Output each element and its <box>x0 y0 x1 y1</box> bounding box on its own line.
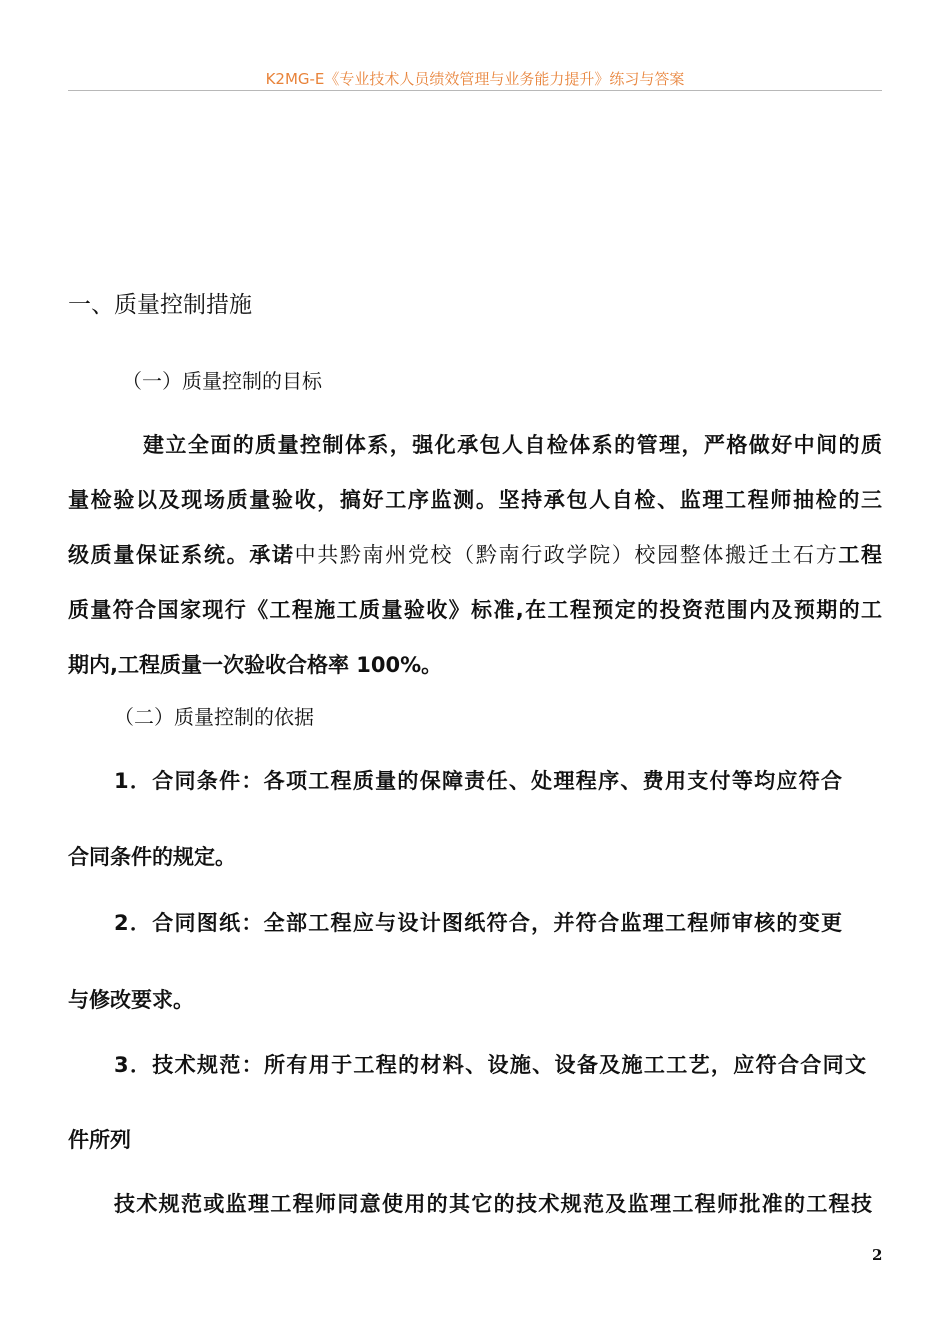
page-number: 2 <box>872 1246 883 1264</box>
basis-item-1-line-1: 1．合同条件：各项工程质量的保障责任、处理程序、费用支付等均应符合 <box>114 769 842 793</box>
goal-paragraph-line-2: 量检验以及现场质量验收，搞好工序监测。坚持承包人自检、监理工程师抽检的三 <box>68 488 882 512</box>
running-header: K2MG-E《专业技术人员绩效管理与业务能力提升》练习与答案 <box>265 70 685 88</box>
subsection-heading-goal: （一）质量控制的目标 <box>122 369 322 393</box>
header-divider <box>68 90 882 91</box>
goal-paragraph-line-1: 建立全面的质量控制体系，强化承包人自检体系的管理，严格做好中间的质 <box>143 433 882 457</box>
subsection-heading-basis: （二）质量控制的依据 <box>114 705 314 729</box>
basis-item-1-line-2: 合同条件的规定。 <box>68 845 236 869</box>
basis-item-3-line-2: 件所列 <box>68 1128 131 1152</box>
goal-paragraph-line-3-bold-start: 级质量保证系统。承诺 <box>68 543 295 567</box>
basis-continuation-line: 技术规范或监理工程师同意使用的其它的技术规范及监理工程师批准的工程技 <box>114 1192 872 1216</box>
goal-paragraph-line-4: 质量符合国家现行《工程施工质量验收》标准,在工程预定的投资范围内及预期的工 <box>68 598 882 622</box>
goal-paragraph-line-5: 期内,工程质量一次验收合格率 100%。 <box>68 653 443 677</box>
section-heading: 一、质量控制措施 <box>68 292 252 318</box>
goal-paragraph-line-3-bold-end: 工程 <box>838 543 883 567</box>
goal-paragraph-line-3-project-name: 中共黔南州党校（黔南行政学院）校园整体搬迁土石方 <box>294 543 839 567</box>
basis-item-2-line-1: 2．合同图纸：全部工程应与设计图纸符合，并符合监理工程师审核的变更 <box>114 911 842 935</box>
basis-item-3-line-1: 3．技术规范：所有用于工程的材料、设施、设备及施工工艺，应符合合同文 <box>114 1053 866 1077</box>
basis-item-2-line-2: 与修改要求。 <box>68 988 194 1012</box>
goal-paragraph-line-3 <box>68 540 882 570</box>
